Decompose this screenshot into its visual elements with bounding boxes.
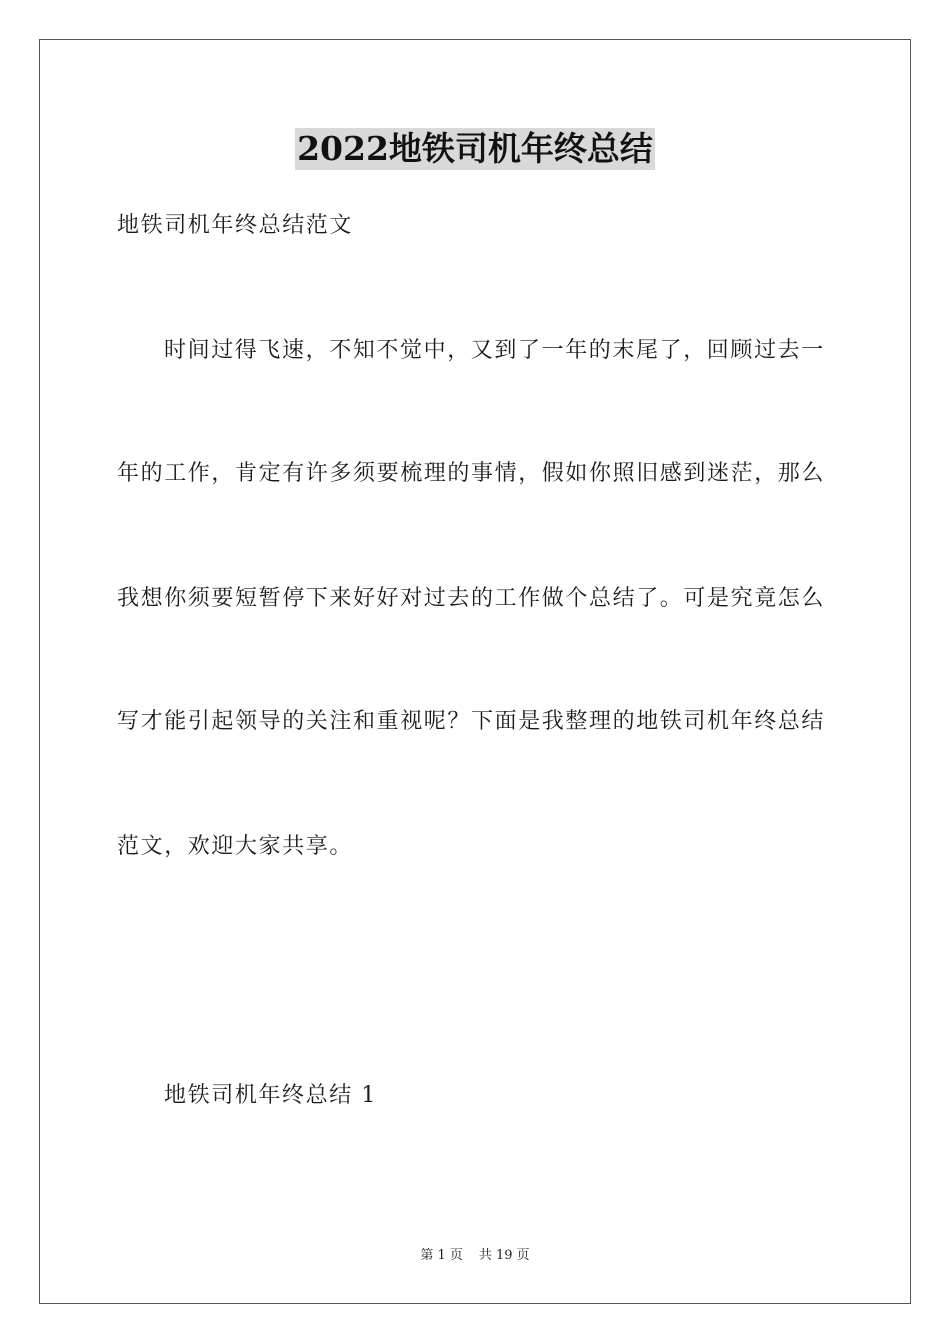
paragraph-line-4: 写才能引起领导的关注和重视呢？下面是我整理的地铁司机年终总结	[117, 709, 826, 734]
document-title: 2022地铁司机年终总结	[297, 129, 653, 168]
document-subtitle: 地铁司机年终总结范文	[117, 213, 354, 238]
paragraph-line-3: 我想你须要短暂停下来好好对过去的工作做个总结了。可是究竟怎么	[117, 586, 826, 611]
section-heading: 地铁司机年终总结 1	[164, 1083, 377, 1108]
paragraph-line-2: 年的工作，肯定有许多须要梳理的事情，假如你照旧感到迷茫，那么	[117, 461, 826, 486]
page-footer	[0, 1247, 950, 1265]
page-total: 共 19 页	[478, 1248, 530, 1263]
page-number: 第 1 页	[420, 1248, 463, 1263]
paragraph-line-5: 范文，欢迎大家共享。	[117, 834, 354, 859]
title-wrap	[0, 128, 950, 170]
paragraph-line-1: 时间过得飞速，不知不觉中，又到了一年的末尾了，回顾过去一	[164, 338, 825, 363]
